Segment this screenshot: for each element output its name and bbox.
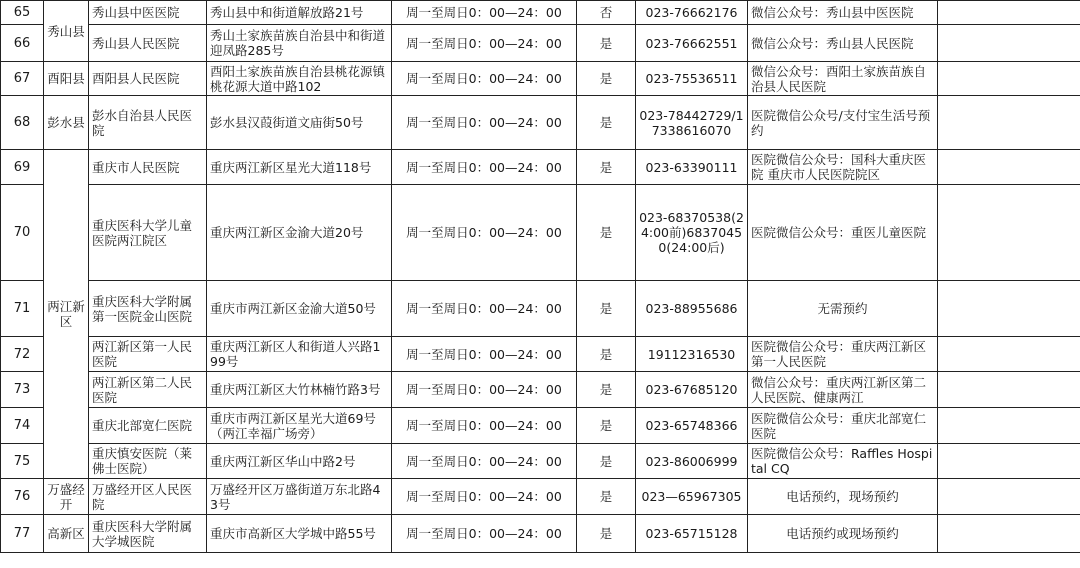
- hospital-name: 重庆市人民医院: [89, 150, 207, 185]
- flag-cell: 是: [577, 337, 636, 372]
- booking-method: 微信公众号：酉阳土家族苗族自治县人民医院: [748, 62, 938, 96]
- hospital-address: 彭水县汉葭街道文庙街50号: [207, 96, 392, 150]
- phone-number: 19112316530: [636, 337, 748, 372]
- table-row: [1, 62, 1080, 96]
- flag-cell: 是: [577, 150, 636, 185]
- opening-hours: 周一至周日0：00—24：00: [392, 408, 577, 444]
- row-number: 70: [1, 185, 44, 281]
- row-number: 69: [1, 150, 44, 185]
- booking-method: 医院微信公众号：国科大重庆医院 重庆市人民医院院区: [748, 150, 938, 185]
- flag-cell: 是: [577, 62, 636, 96]
- hospital-name: 秀山县人民医院: [89, 25, 207, 62]
- extra-cell: [938, 62, 1080, 96]
- district-cell: 秀山县: [44, 1, 89, 62]
- district-cell: 彭水县: [44, 96, 89, 150]
- booking-method: 微信公众号：重庆两江新区第二人民医院、健康两江: [748, 372, 938, 408]
- booking-method: 无需预约: [748, 281, 938, 337]
- table-row: [1, 1, 1080, 25]
- row-number: 75: [1, 444, 44, 479]
- hospital-address: 重庆两江新区人和街道人兴路199号: [207, 337, 392, 372]
- extra-cell: [938, 96, 1080, 150]
- district-cell: 高新区: [44, 515, 89, 553]
- opening-hours: 周一至周日0：00—24：00: [392, 372, 577, 408]
- extra-cell: [938, 150, 1080, 185]
- flag-cell: 否: [577, 1, 636, 25]
- extra-cell: [938, 372, 1080, 408]
- flag-cell: 是: [577, 408, 636, 444]
- opening-hours: 周一至周日0：00—24：00: [392, 25, 577, 62]
- booking-method: 电话预约或现场预约: [748, 515, 938, 553]
- row-number: 77: [1, 515, 44, 553]
- opening-hours: 周一至周日0：00—24：00: [392, 444, 577, 479]
- hospital-address: 重庆市高新区大学城中路55号: [207, 515, 392, 553]
- extra-cell: [938, 1, 1080, 25]
- table-row: [1, 96, 1080, 150]
- opening-hours: 周一至周日0：00—24：00: [392, 1, 577, 25]
- booking-method: 医院微信公众号：重庆两江新区第一人民医院: [748, 337, 938, 372]
- row-number: 67: [1, 62, 44, 96]
- phone-number: 023-63390111: [636, 150, 748, 185]
- flag-cell: 是: [577, 96, 636, 150]
- opening-hours: 周一至周日0：00—24：00: [392, 515, 577, 553]
- opening-hours: 周一至周日0：00—24：00: [392, 150, 577, 185]
- table-row: [1, 25, 1080, 62]
- extra-cell: [938, 281, 1080, 337]
- booking-method: 医院微信公众号：重医儿童医院: [748, 185, 938, 281]
- row-number: 72: [1, 337, 44, 372]
- table-row: [1, 185, 1080, 281]
- hospital-name: 重庆医科大学儿童医院两江院区: [89, 185, 207, 281]
- hospital-name: 秀山县中医医院: [89, 1, 207, 25]
- hospital-address: 重庆两江新区星光大道118号: [207, 150, 392, 185]
- phone-number: 023-65748366: [636, 408, 748, 444]
- opening-hours: 周一至周日0：00—24：00: [392, 62, 577, 96]
- opening-hours: 周一至周日0：00—24：00: [392, 337, 577, 372]
- table-row: [1, 515, 1080, 553]
- extra-cell: [938, 479, 1080, 515]
- booking-method: 医院微信公众号：重庆北部宽仁医院: [748, 408, 938, 444]
- hospital-address: 秀山土家族苗族自治县中和街道迎凤路285号: [207, 25, 392, 62]
- flag-cell: 是: [577, 281, 636, 337]
- row-number: 65: [1, 1, 44, 25]
- booking-method: 电话预约，现场预约: [748, 479, 938, 515]
- phone-number: 023-78442729/17338616070: [636, 96, 748, 150]
- hospital-name: 万盛经开区人民医院: [89, 479, 207, 515]
- phone-number: 023-76662176: [636, 1, 748, 25]
- district-cell: 万盛经开: [44, 479, 89, 515]
- hospital-name: 重庆北部宽仁医院: [89, 408, 207, 444]
- table-row: [1, 372, 1080, 408]
- phone-number: 023-65715128: [636, 515, 748, 553]
- phone-number: 023-68370538(24:00前)68370450(24:00后): [636, 185, 748, 281]
- opening-hours: 周一至周日0：00—24：00: [392, 281, 577, 337]
- phone-number: 023-67685120: [636, 372, 748, 408]
- phone-number: 023-76662551: [636, 25, 748, 62]
- hospital-name: 重庆医科大学附属大学城医院: [89, 515, 207, 553]
- booking-method: 医院微信公众号：Raffles Hospital CQ: [748, 444, 938, 479]
- hospital-address: 万盛经开区万盛街道万东北路43号: [207, 479, 392, 515]
- opening-hours: 周一至周日0：00—24：00: [392, 479, 577, 515]
- extra-cell: [938, 444, 1080, 479]
- flag-cell: 是: [577, 444, 636, 479]
- booking-method: 微信公众号：秀山县中医医院: [748, 1, 938, 25]
- extra-cell: [938, 408, 1080, 444]
- row-number: 73: [1, 372, 44, 408]
- table-row: [1, 150, 1080, 185]
- table-row: [1, 444, 1080, 479]
- extra-cell: [938, 337, 1080, 372]
- extra-cell: [938, 25, 1080, 62]
- extra-cell: [938, 185, 1080, 281]
- hospital-name: 重庆医科大学附属第一医院金山医院: [89, 281, 207, 337]
- flag-cell: 是: [577, 185, 636, 281]
- hospital-name: 两江新区第一人民医院: [89, 337, 207, 372]
- phone-number: 023-75536511: [636, 62, 748, 96]
- row-number: 76: [1, 479, 44, 515]
- row-number: 74: [1, 408, 44, 444]
- flag-cell: 是: [577, 25, 636, 62]
- table-row: [1, 408, 1080, 444]
- flag-cell: 是: [577, 515, 636, 553]
- row-number: 66: [1, 25, 44, 62]
- hospital-name: 酉阳县人民医院: [89, 62, 207, 96]
- hospital-address: 秀山县中和街道解放路21号: [207, 1, 392, 25]
- booking-method: 微信公众号：秀山县人民医院: [748, 25, 938, 62]
- table-row: [1, 281, 1080, 337]
- hospital-address: 酉阳土家族苗族自治县桃花源镇桃花源大道中路102: [207, 62, 392, 96]
- extra-cell: [938, 515, 1080, 553]
- flag-cell: 是: [577, 372, 636, 408]
- district-cell: 酉阳县: [44, 62, 89, 96]
- hospital-address: 重庆市两江新区星光大道69号（两江幸福广场旁）: [207, 408, 392, 444]
- hospital-address: 重庆两江新区华山中路2号: [207, 444, 392, 479]
- district-cell: 两江新区: [44, 150, 89, 479]
- booking-method: 医院微信公众号/支付宝生活号预约: [748, 96, 938, 150]
- phone-number: 023-88955686: [636, 281, 748, 337]
- hospital-name: 彭水自治县人民医院: [89, 96, 207, 150]
- flag-cell: 是: [577, 479, 636, 515]
- hospital-name: 重庆慎安医院（莱佛士医院）: [89, 444, 207, 479]
- row-number: 71: [1, 281, 44, 337]
- hospital-address: 重庆两江新区金渝大道20号: [207, 185, 392, 281]
- hospital-address: 重庆两江新区大竹林楠竹路3号: [207, 372, 392, 408]
- row-number: 68: [1, 96, 44, 150]
- phone-number: 023-86006999: [636, 444, 748, 479]
- hospital-address: 重庆市两江新区金渝大道50号: [207, 281, 392, 337]
- table-row: [1, 337, 1080, 372]
- opening-hours: 周一至周日0：00—24：00: [392, 96, 577, 150]
- opening-hours: 周一至周日0：00—24：00: [392, 185, 577, 281]
- table-row: [1, 479, 1080, 515]
- phone-number: 023—65967305: [636, 479, 748, 515]
- hospital-name: 两江新区第二人民医院: [89, 372, 207, 408]
